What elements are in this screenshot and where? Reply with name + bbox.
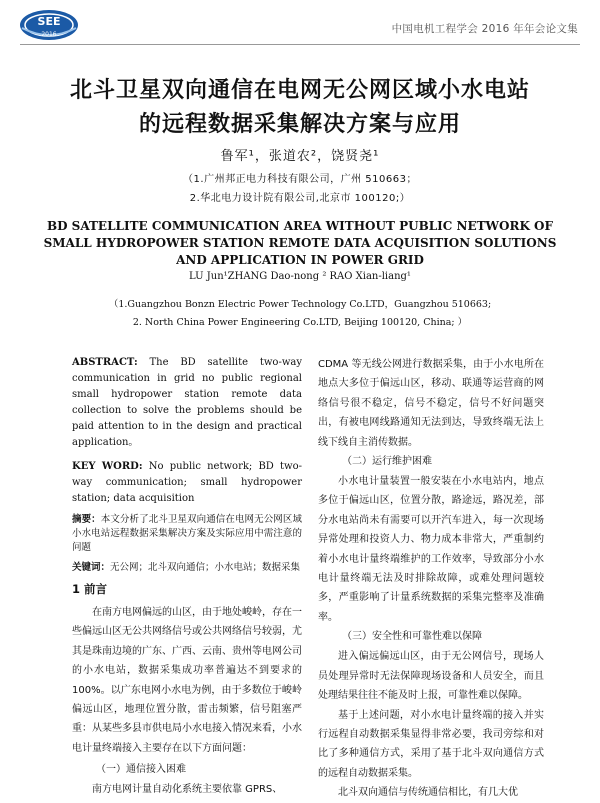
keywords-cn-label: 关键词： <box>72 562 111 573</box>
logo-year: 2016 <box>41 31 57 38</box>
summary-cn <box>72 513 302 555</box>
abstract-label: ABSTRACT: <box>72 357 138 368</box>
right-paragraph-2: 小水电计量装置一般安装在小水电站内，地点多位于偏远山区，位置分散，路途远，路况差，部分水电站尚未有需要可以开汽车进入，每一次现场异常处理和投资人力、物力成本非常大，严重制约着小水电计量终端维护的工作效率，导致部分小水电计量终端无法及时排除故障，或难处理问题较多，严重影响了计量系统数据的采集完整率及准确率。 <box>318 476 544 623</box>
abstract <box>72 355 302 451</box>
affiliation-en-2: 2. North China Power Engineering Co.LTD, Beijing 100120, China; ） <box>132 317 468 328</box>
left-tail-paragraph: 南方电网计量自动化系统主要依靠 GPRS、 <box>92 784 283 796</box>
keyword-label: KEY WORD: <box>72 461 143 472</box>
see-logo <box>18 8 80 42</box>
keywords-cn-text: 无公网；北斗双向通信；小水电站；数据采集 <box>110 562 301 573</box>
keyword-text: No public network; BD two-way communication; small hydropower station; data acquisition <box>72 461 302 504</box>
section-heading-1: 1 前言 <box>72 582 108 596</box>
title-en-line1: BD SATELLITE COMMUNICATION AREA WITHOUT PUBLIC NETWORK OF <box>46 219 554 233</box>
subsection-heading-1: （一）通信接入困难 <box>96 764 186 776</box>
authors-cn: 鲁军¹，张道农²，饶贤尧¹ <box>220 149 380 164</box>
affiliation-cn-2: 2.华北电力设计院有限公司,北京市 100120;） <box>189 193 411 204</box>
summary-text: 本文分析了北斗卫星双向通信在电网无公网区域小水电站远程数据采集解决方案及实际应用中需注意的问题 <box>72 514 302 553</box>
right-paragraph-5: 北斗双向通信与传统通信相比，有几大优 <box>338 787 518 799</box>
title-en-line3: AND APPLICATION IN POWER GRID <box>176 253 424 267</box>
header-divider <box>20 44 580 45</box>
keywords-en <box>72 459 302 507</box>
title-cn-line2: 的远程数据采集解决方案与应用 <box>138 112 461 137</box>
abstract-text: The BD satellite two-way communication in grid no public regional small hydropower station remote data collection to solve the problems should be paid attention to in the design and practical application。 <box>72 357 303 448</box>
affiliation-cn-1: （1.广州邦正电力科技有限公司，广州 510663； <box>183 174 417 185</box>
right-paragraph-1: CDMA 等无线公网进行数据采集，由于小水电所在地点大多位于偏远山区，移动、联通等运营商的网络信号很不稳定，信号不稳定，信号不好问题突出，有被电网线路通知无法到达，导致终端无法上线下线自主消传数据。 <box>318 359 544 448</box>
logo-text: SEE <box>37 15 61 28</box>
subsection-heading-2: （二）运行维护困难 <box>342 456 432 468</box>
subsection-heading-3: （三）安全性和可靠性难以保障 <box>342 631 482 643</box>
right-paragraph-4: 基于上述问题，对小水电计量终端的接入并实行远程自动数据采集显得非常必要，我司旁综和对比了多种通信方式，采用了基于北斗双向通信方式的远程自动数据采集。 <box>318 709 544 779</box>
left-column <box>72 355 302 800</box>
keywords-cn <box>72 561 302 575</box>
summary-label: 摘要： <box>72 514 101 525</box>
title-en-line2: SMALL HYDROPOWER STATION REMOTE DATA ACQUISITION SOLUTIONS <box>43 236 557 250</box>
proceedings-header: 中国电机工程学会 2016 年年会论文集 <box>391 23 578 35</box>
affiliation-en-1: （1.Guangzhou Bonzn Electric Power Technology Co.LTD，Guangzhou 510663; <box>108 299 492 310</box>
intro-paragraph: 在南方电网偏远的山区，由于地处峻岭，存在一些偏远山区无公共网络信号或公共网络信号较弱，尤其是珠南边境的广东、广西、云南、贵州等电网公司的小水电站，数据采集成功率普遍达不到要求的100%。以广东电网小水电为例，由于多数位于峻岭偏远山区，地理位置分散，雷击频繁，信号阻塞严重：从某些多县市供电局小水电接入情况来看，小水电计量终端接入主要存在以下方面问题： <box>72 607 302 754</box>
right-paragraph-3: 进入偏远偏远山区，由于无公网信号，现场人员处理异常时无法保障现场设备和人员安全，而且处理结果往往不能及时上报，可靠性难以保障。 <box>318 651 544 702</box>
right-column <box>318 355 544 803</box>
authors-en: LU Jun¹ZHANG Dao-nong ² RAO Xian-liang¹ <box>189 271 411 282</box>
title-cn-line1: 北斗卫星双向通信在电网无公网区域小水电站 <box>69 78 530 103</box>
